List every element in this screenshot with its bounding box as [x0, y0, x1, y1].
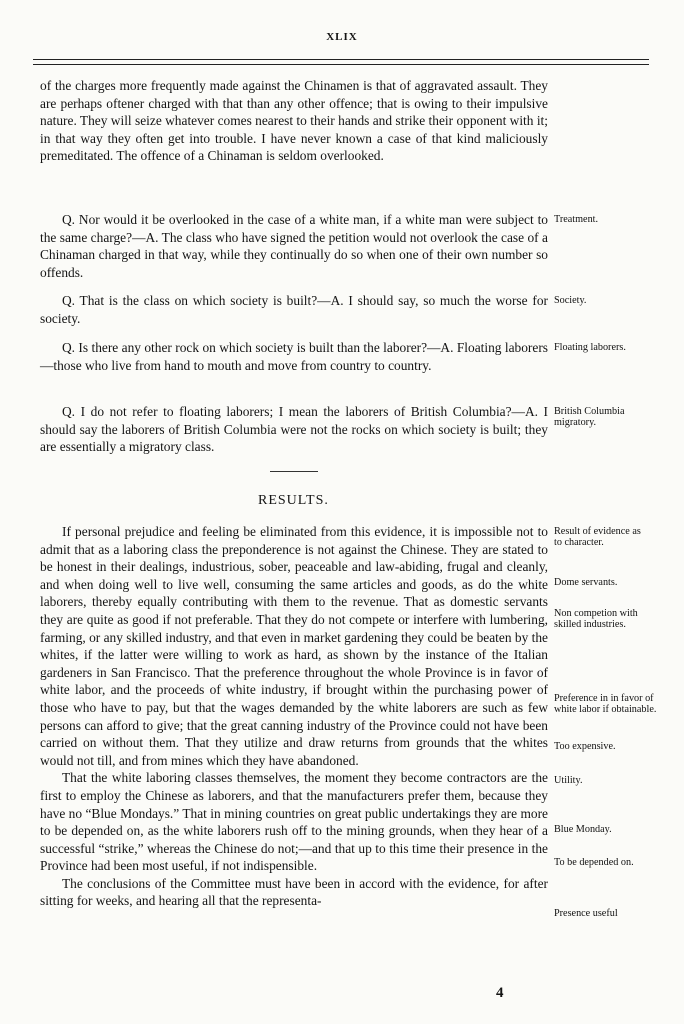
sidenote: Presence useful: [554, 908, 618, 919]
sidenote: Preference in in favor of white labor if obtainable.: [554, 693, 657, 715]
sidenote: To be depended on.: [554, 857, 634, 868]
sidenote: Blue Monday.: [554, 824, 612, 835]
question-answer: [40, 211, 548, 281]
sidenote: Utility.: [554, 775, 583, 786]
sidenote: Society.: [554, 295, 587, 306]
sidenote: Result of evidence as to character.: [554, 526, 641, 548]
paragraph: The conclusions of the Committee must have been in accord with the evidence, for after sitting for weeks, and hearing all that the representa-: [40, 875, 548, 909]
sidenote: Non competion with skilled industries.: [554, 608, 638, 630]
paragraph: of the charges more frequently made against the Chinamen is that of aggravated assault. They are perhaps oftener charged with that than any other offence; that is owing to their impulsive nature. They will seize whatever comes nearest to their hands and strike their opponent with it; in that way they often get into trouble. I have never known a case of that kind maliciously premeditated. The offence of a Chinaman is seldom overlooked.: [40, 78, 548, 164]
question-answer: [40, 339, 548, 374]
sidenote: Floating laborers.: [554, 342, 626, 353]
paragraph: Q. I do not refer to floating laborers; I mean the laborers of British Columbia?—A. I should say the laborers of British Columbia were not the rocks on which society is built; they are essentially a migratory class.: [40, 404, 548, 455]
signature-mark: 4: [496, 985, 504, 1001]
question-answer: [40, 292, 548, 327]
header-rule-double: [33, 64, 649, 65]
sidenote: Too expensive.: [554, 741, 616, 752]
paragraph-continuation: [40, 77, 548, 165]
sidenote: British Columbia migratory.: [554, 406, 625, 428]
sidenote: Treatment.: [554, 214, 599, 225]
paragraph: Q. Nor would it be overlooked in the case of a white man, if a white man were subject to the same charge?—A. The class who have signed the petition would not overlook the case of a Chinaman charged in that way, while they continually do so when one of their own number so offends.: [40, 212, 548, 280]
section-divider: [270, 471, 318, 472]
page-number: XLIX: [326, 31, 358, 43]
header-rule: [33, 59, 649, 60]
sidenote: Dome servants.: [554, 577, 618, 588]
paragraph: Q. That is the class on which society is built?—A. I should say, so much the worse for society.: [40, 293, 548, 326]
paragraph: Q. Is there any other rock on which society is built than the laborer?—A. Floating laborers—those who live from hand to mouth and move from country to country.: [40, 340, 548, 373]
paragraph: That the white laboring classes themselves, the moment they become contractors are the first to employ the Chinese as laborers, and that the manufacturers prefer them, because they have no “Blue Mondays.” That in mining countries on great public undertakings they are more to be depended on, as the white laborers rush off to the mining grounds, when they hear of a successful “strike,” whereas the Chinese do not;—and that up to this time their presence in the Province had been most useful, if not indispensible.: [40, 770, 548, 874]
results-body: [40, 523, 548, 910]
question-answer: [40, 403, 548, 456]
paragraph: If personal prejudice and feeling be eliminated from this evidence, it is impossible not to admit that as a laboring class the preponderence is not against the Chinese. They are stated to be honest in their dealings, industrious, sober, peaceable and law-abiding, frugal and cleanly, and when doing well to live well, consuming the same articles and goods, as do the white laborers, thereby equally contributing with them to the revenue. That as domestic servants they are quite as good if not preferable. That they do not compete or interfere with lumbering, farming, or any skilled industry, and that even in market gardening they could be beaten by the whites, if the latter were willing to work as hard, as shown by the instance of the Italian gardeners in San Francisco. That the preference throughout the whole Province is in favor of white labor, and the proceeds of white industry, if brought within the purchasing power of those who have to pay, but that the wages demanded by the white laborers are such as few persons can afford to give; that the great canning industry of the Province could not have been carried on without them. That they utilize and draw returns from grounds that the whites would not till, and from mines which they have abandoned.: [40, 524, 548, 768]
section-heading: RESULTS.: [258, 493, 329, 508]
